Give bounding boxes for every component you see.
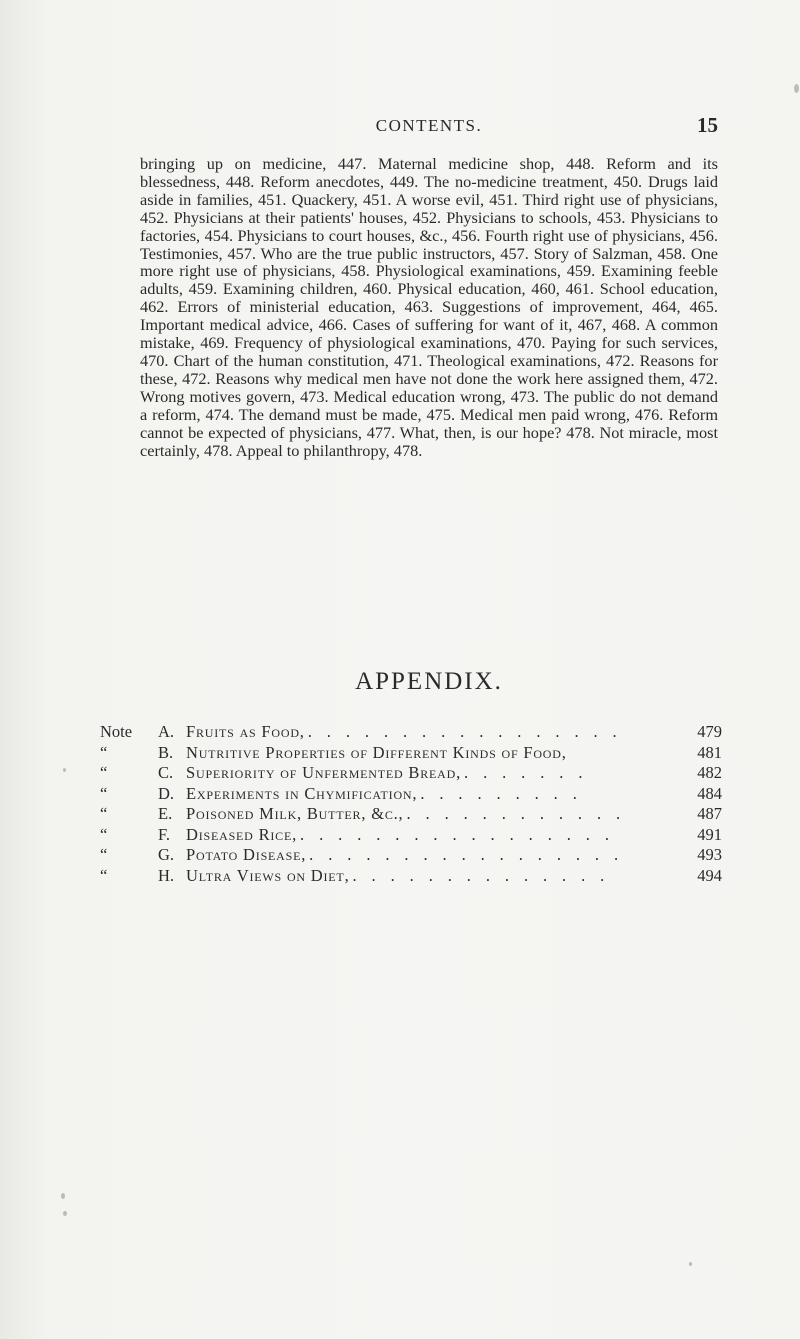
note-letter: C. [158,763,174,782]
note-page-number: 487 [697,804,722,823]
note-letter: A. [158,722,175,741]
note-letter: B. [158,742,174,762]
note-letter: E. [158,804,173,823]
note-title: Fruits as Food, [186,722,305,741]
leader-dots: . . . . . . . . . . . . [406,804,626,823]
appendix-heading: APPENDIX. [355,668,503,695]
note-row [100,825,722,846]
note-row [100,784,722,805]
note-prefix: “ [100,865,108,885]
page-speck [689,1262,692,1266]
note-prefix: “ [100,845,108,864]
page-speck [794,84,799,93]
note-page-number: 479 [697,722,722,741]
note-letter: H. [158,865,175,885]
note-page-number: 491 [697,824,722,844]
page-speck [61,1193,65,1199]
note-letter: F. [158,824,170,844]
running-head [140,113,718,137]
note-page-number: 493 [697,845,722,864]
note-prefix: “ [100,763,108,782]
page-speck [63,1211,67,1216]
note-title: Nutritive Properties of Different Kinds of Food, [186,742,567,762]
note-prefix: “ [100,804,108,823]
leader-dots: . . . . . . . [464,763,588,782]
leader-dots: . . . . . . . . . [420,783,583,803]
note-letter: G. [158,845,175,864]
leader-dots: . . . . . . . . . . . . . . . . . [307,722,623,741]
note-row [100,763,722,784]
note-letter: D. [158,783,175,803]
note-title: Ultra Views on Diet, [186,865,350,885]
note-row [100,845,722,866]
note-page-number: 481 [697,742,722,762]
note-row [100,743,722,764]
note-row [100,866,722,887]
contents-paragraph: bringing up on medicine, 447. Maternal medicine shop, 448. Reform and its blessedness, 448. Reform anecdotes, 449. The no-medicine treatment, 450. Drugs laid aside in families, 451. Quackery, 451. A worse evil, 451. Third right use of physicians, 452. Physicians at their patients' houses, 452. Physicians to schools, 453. Physicians to factories, 454. Physicians to court houses, &c., 456. Fourth right use of physicians, 456. Testimonies, 457. Who are the true public instructors, 457. Story of Salzman, 458. One more right use of physicians, 458. Physiological examinations, 459. Examining feeble adults, 459. Examining children, 460. Physical education, 460, 461. School education, 462. Errors of ministerial education, 463. Suggestions of improvement, 464, 465. Important medical advice, 466. Cases of suffering for want of it, 467, 468. A common mistake, 469. Frequency of physiological examinations, 470. Paying for such services, 470. Chart of the human constitution, 471. Theological examinations, 472. Reasons for these, 472. Reasons why medical men have not done the work here assigned them, 472. Wrong motives govern, 473. Medical education wrong, 473. The public do not demand a reform, 474. The demand must be made, 475. Medical men paid wrong, 476. Reform cannot be expected of physicians, 477. What, then, is our hope? 478. Not miracle, most certainly, 478. Appeal to philanthropy, 478. [140,154,718,460]
note-page-number: 494 [697,865,722,885]
page-speck [63,768,66,772]
note-page-number: 484 [697,783,722,803]
note-prefix: “ [100,824,108,844]
leader-dots: . . . . . . . . . . . . . . . . . [300,824,615,844]
leader-dots: . . . . . . . . . . . . . . [352,865,610,885]
note-page-number: 482 [697,763,722,782]
note-prefix: “ [100,742,108,762]
leader-dots: . . . . . . . . . . . . . . . . . [309,845,624,864]
note-title: Superiority of Unfermented Bread, [186,763,462,782]
running-title: CONTENTS. [375,116,483,135]
page-number: 15 [697,113,718,137]
note-row [100,722,722,743]
note-prefix: Note [100,722,133,741]
note-title: Experiments in Chymification, [186,783,418,803]
note-prefix: “ [100,783,108,803]
note-title: Diseased Rice, [186,824,298,844]
appendix-notes-list [100,722,722,886]
note-row [100,804,722,825]
note-title: Poisoned Milk, Butter, &c., [186,804,404,823]
note-title: Potato Disease, [186,845,307,864]
